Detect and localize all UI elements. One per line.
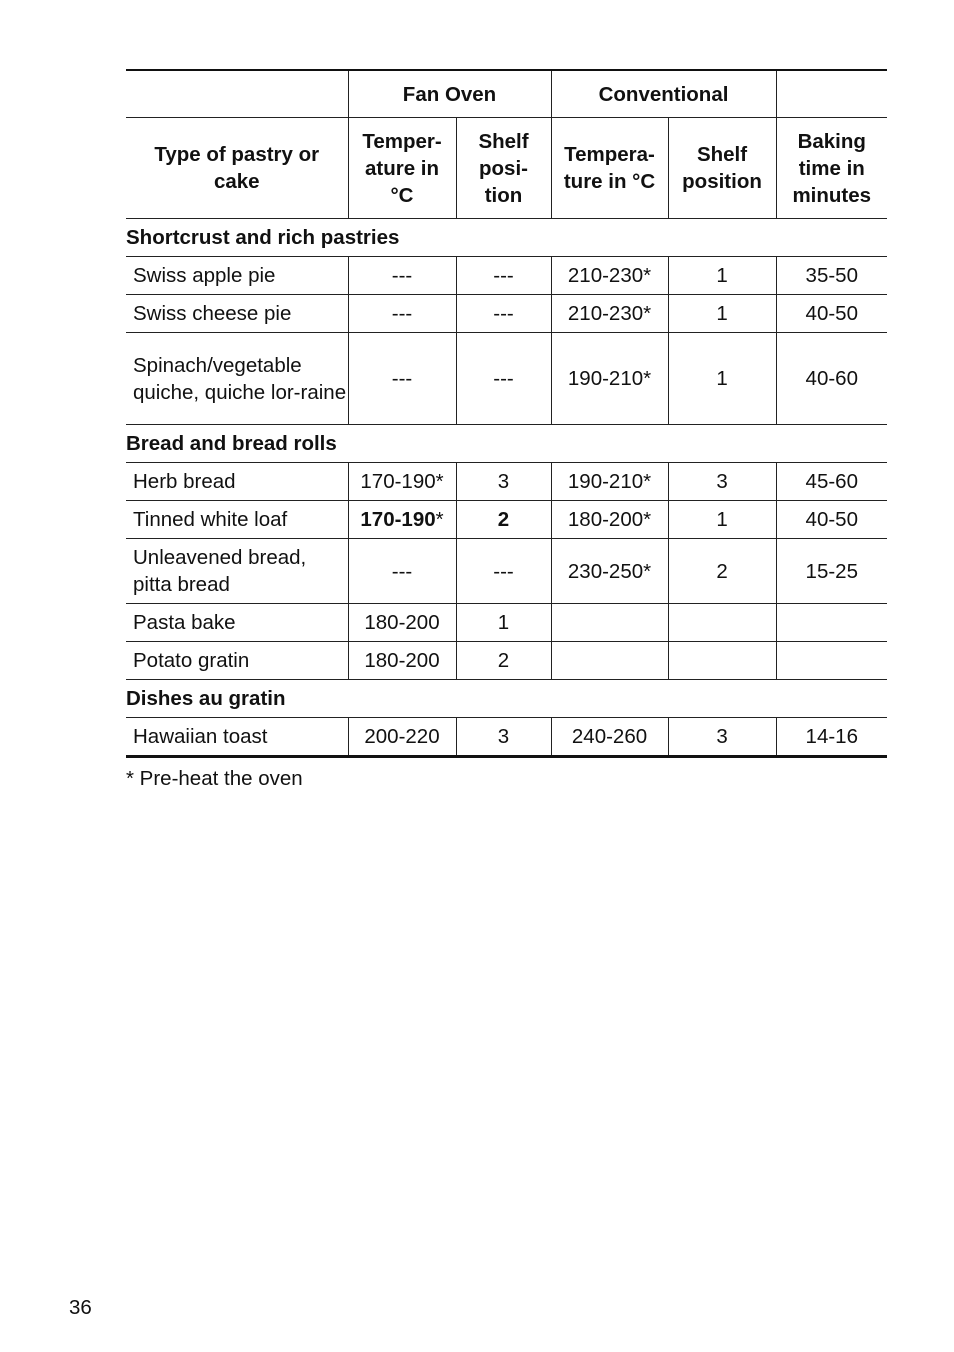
table-row <box>126 539 887 604</box>
cell-fan-temp: --- <box>348 257 456 295</box>
cell-conv-temp: 210-230* <box>551 257 668 295</box>
cell-fan-shelf: 1 <box>456 604 551 642</box>
header-time: Baking time in minutes <box>776 118 887 219</box>
cell-fan-shelf: 2 <box>456 642 551 680</box>
empty-header-cell <box>126 70 348 118</box>
cell-conv-temp: 190-210* <box>551 463 668 501</box>
cell-fan-shelf: --- <box>456 539 551 604</box>
page-number: 36 <box>69 1296 92 1319</box>
pre-heat-mark: * <box>435 508 444 531</box>
cell-name: Potato gratin <box>126 642 348 680</box>
cell-fan-shelf: --- <box>456 295 551 333</box>
cell-conv-temp: 210-230* <box>551 295 668 333</box>
section-title: Dishes au gratin <box>126 680 887 718</box>
cell-conv-shelf: 1 <box>668 295 776 333</box>
cell-time: 40-60 <box>776 333 887 425</box>
cell-name: Hawaiian toast <box>126 718 348 757</box>
header-fan-temp: Temper- ature in °C <box>348 118 456 219</box>
bold-temp: 170-190 <box>360 508 436 531</box>
cell-fan-temp: --- <box>348 295 456 333</box>
header-fan-shelf: Shelf posi- tion <box>456 118 551 219</box>
cell-conv-shelf: 3 <box>668 463 776 501</box>
cell-fan-temp: --- <box>348 539 456 604</box>
fan-oven-header: Fan Oven <box>348 70 551 118</box>
cell-time: 40-50 <box>776 501 887 539</box>
cell-name: Tinned white loaf <box>126 501 348 539</box>
header-conv-shelf: Shelf position <box>668 118 776 219</box>
cell-fan-shelf: --- <box>456 257 551 295</box>
baking-table <box>126 69 887 758</box>
cell-name: Pasta bake <box>126 604 348 642</box>
cell-name: Herb bread <box>126 463 348 501</box>
header-conv-temp: Tempera- ture in °C <box>551 118 668 219</box>
cell-time: 35-50 <box>776 257 887 295</box>
empty-header-cell <box>776 70 887 118</box>
cell-conv-temp <box>551 642 668 680</box>
cell-fan-shelf: 2 <box>456 501 551 539</box>
cell-name: Unleavened bread, pitta bread <box>126 539 348 604</box>
cell-conv-temp: 180-200* <box>551 501 668 539</box>
cell-conv-shelf <box>668 604 776 642</box>
cell-time <box>776 642 887 680</box>
cell-conv-shelf: 2 <box>668 539 776 604</box>
cell-conv-shelf: 1 <box>668 257 776 295</box>
cell-fan-temp: 180-200 <box>348 642 456 680</box>
cell-time: 40-50 <box>776 295 887 333</box>
cell-fan-temp: --- <box>348 333 456 425</box>
section-title: Shortcrust and rich pastries <box>126 219 887 257</box>
table-row <box>126 718 887 757</box>
cell-name: Swiss apple pie <box>126 257 348 295</box>
header-type: Type of pastry or cake <box>126 118 348 219</box>
section-row <box>126 680 887 718</box>
table-row <box>126 604 887 642</box>
cell-time: 15-25 <box>776 539 887 604</box>
cell-fan-shelf: 3 <box>456 718 551 757</box>
section-title: Bread and bread rolls <box>126 425 887 463</box>
cell-time: 45-60 <box>776 463 887 501</box>
cell-time <box>776 604 887 642</box>
table-row <box>126 642 887 680</box>
cell-fan-shelf: 3 <box>456 463 551 501</box>
column-header-row <box>126 118 887 219</box>
cell-fan-temp: 180-200 <box>348 604 456 642</box>
cell-conv-temp: 240-260 <box>551 718 668 757</box>
table-row <box>126 333 887 425</box>
cell-fan-shelf: --- <box>456 333 551 425</box>
table-row <box>126 463 887 501</box>
cell-conv-shelf: 1 <box>668 333 776 425</box>
cell-conv-shelf <box>668 642 776 680</box>
cell-conv-shelf: 3 <box>668 718 776 757</box>
group-header-row <box>126 70 887 118</box>
footnote: * Pre-heat the oven <box>126 767 303 790</box>
cell-conv-temp: 230-250* <box>551 539 668 604</box>
cell-name: Swiss cheese pie <box>126 295 348 333</box>
cell-fan-temp: 170-190* <box>348 463 456 501</box>
cell-name: Spinach/vegetable quiche, quiche lor-raine <box>126 333 348 425</box>
table-row <box>126 257 887 295</box>
table-row <box>126 295 887 333</box>
section-row <box>126 219 887 257</box>
cell-conv-temp <box>551 604 668 642</box>
cell-conv-temp: 190-210* <box>551 333 668 425</box>
table-row <box>126 501 887 539</box>
cell-conv-shelf: 1 <box>668 501 776 539</box>
cell-fan-temp: 200-220 <box>348 718 456 757</box>
cell-fan-temp <box>348 501 456 539</box>
cell-time: 14-16 <box>776 718 887 757</box>
section-row <box>126 425 887 463</box>
conventional-header: Conventional <box>551 70 776 118</box>
